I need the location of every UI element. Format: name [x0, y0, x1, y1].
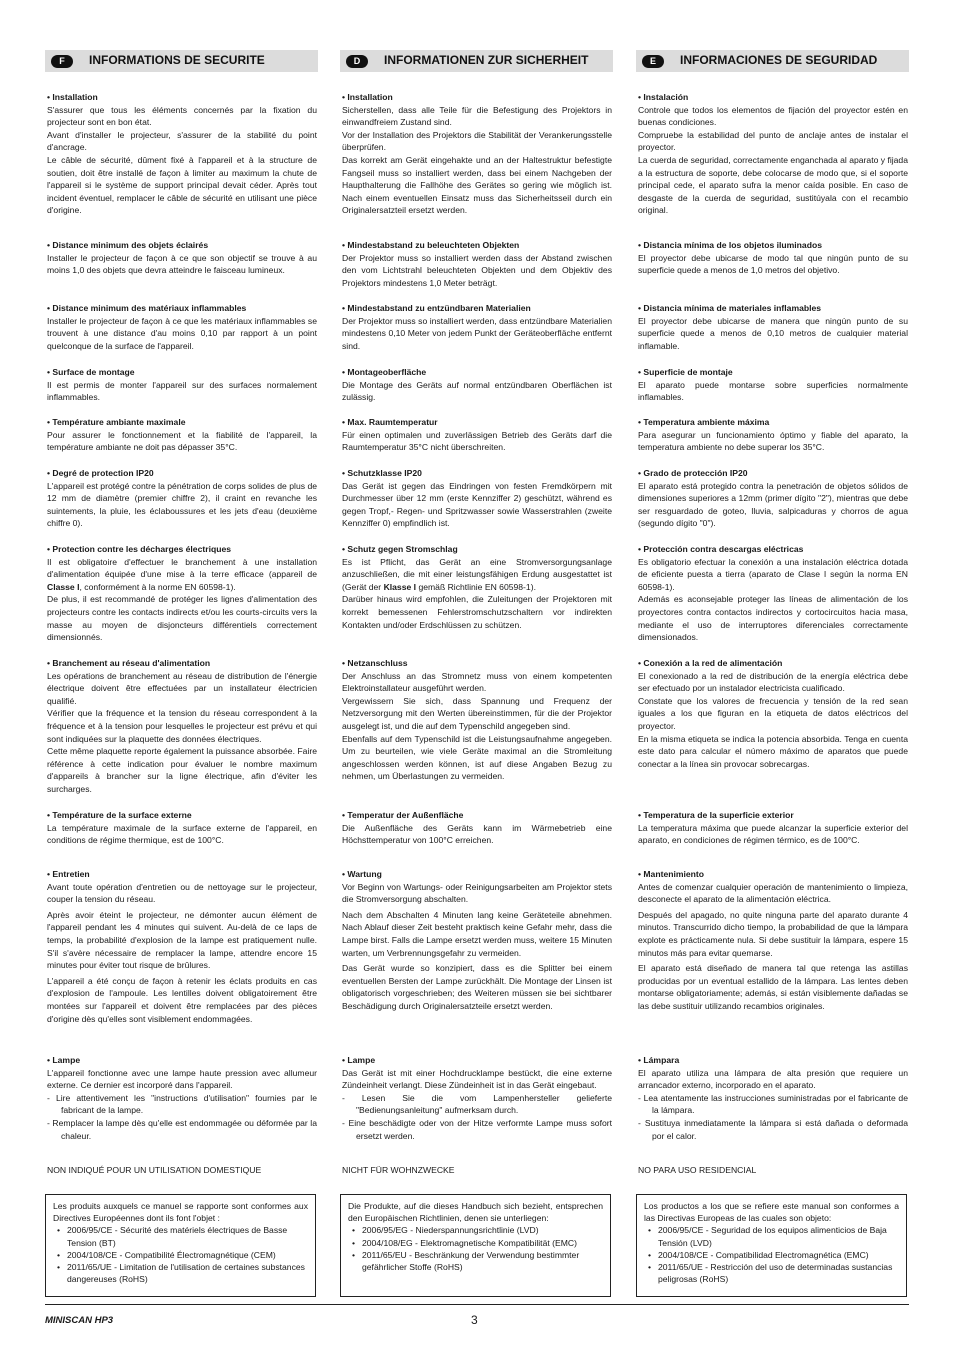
section-title: • Wartung — [342, 869, 382, 879]
safety-section-s11 — [342, 1054, 612, 1142]
safety-section-s4 — [638, 366, 908, 404]
paragraph: El aparato está diseñado de manera tal que retenga las astillas producidas por un eventual estallido de la lámpara. Las lentes deben montarse obligatoriamente; además, si están visiblemente dañadas se las debe sustituir utilizando recambios originales. — [638, 963, 908, 1011]
safety-section-s7 — [47, 543, 317, 644]
paragraph: El conexionado a la red de distribución de la energía eléctrica debe ser efectuado por un instalador electricista cualificado. — [638, 670, 908, 694]
section-title: • Temperatur der Außenfläche — [342, 810, 464, 820]
paragraph: Für einen optimalen und zuverlässigen Betrieb des Geräts darf die Raumtemperatur 35°C nicht überschreiten. — [342, 429, 612, 453]
section-title: • Mindestabstand zu beleuchteten Objekten — [342, 240, 520, 250]
section-title: • Grado de protección IP20 — [638, 468, 748, 478]
column-f — [45, 50, 318, 1300]
section-title: • Max. Raumtemperatur — [342, 417, 438, 427]
dash-item: - Eine beschädigte oder von der Hitze verformte Lampe muss sofort ersetzt werden. — [342, 1117, 612, 1141]
section-title: • Mindestabstand zu entzündbaren Materialien — [342, 303, 531, 313]
language-badge: F — [51, 55, 73, 68]
section-title: • Surface de montage — [47, 367, 135, 377]
safety-section-s6 — [342, 467, 612, 530]
safety-section-s4 — [342, 366, 612, 404]
column-d — [340, 50, 613, 1300]
paragraph: Vérifier que la fréquence et la tension du réseau correspondent à la fréquence et à la tension pour lesquelles le projecteur est prévu et qui sont indiquées sur la plaquette des données électriques. — [47, 708, 317, 744]
paragraph: El proyector debe ubicarse de manera que ningún punto de su superficie quede a menos de 0,10 metros de cualquier material inflamable. — [638, 315, 908, 351]
safety-section-s6 — [47, 467, 317, 530]
paragraph: Nach dem Abschalten 4 Minuten lang keine Geräteteile abnehmen. Nach Ablauf dieser Zeit besteht praktisch keine Gefahr mehr, dass die Lampe birst. Falls die Lampe ersetzt werden muss, weitere 15 Minuten warten, um Verbrennungsgefahr zu vermeiden. — [342, 909, 612, 958]
section-title: • Degré de protection IP20 — [47, 468, 154, 478]
compliance-intro: Les produits auxquels ce manuel se rapporte sont conformes aux Directives Européennes dont ils font l'objet : — [53, 1201, 308, 1224]
paragraph: La temperatura máxima que puede alcanzar la superficie exterior del aparato, en condiciones de régimen térmico, es de 100°C. — [638, 822, 908, 846]
paragraph: Sicherstellen, dass alle Teile für die Befestigung des Projektors in einwandfreiem Zustand sind. — [342, 104, 612, 128]
directive-item: • 2006/95/CE - Seguridad de los equipos alimenticios de Baja Tensión (LVD) — [658, 1224, 899, 1248]
safety-section-s2 — [638, 239, 908, 277]
paragraph: Pour assurer le fonctionnement et la fiabilité de l'appareil, la température ambiante ne doit pas dépasser 35°C. — [47, 429, 317, 453]
paragraph: Vor der Installation des Projektors die Stabilität der Verankerungsstelle überprüfen. — [342, 129, 612, 153]
directive-item: • 2004/108/CE - Compatibilité Électromagnétique (CEM) — [67, 1249, 308, 1261]
paragraph: Il est permis de monter l'appareil sur des surfaces normalement inflammables. — [47, 379, 317, 403]
compliance-box — [45, 1194, 316, 1297]
safety-section-s10 — [638, 868, 908, 1013]
paragraph: L'appareil a été conçu de façon à retenir les éclats produits en cas d'explosion de l'ampoule. Les lentilles doivent obligatoirement être montées sur l'appareil et doivent être remplacées par des pièces d'origine dès qu'elles sont visiblement endommagées. — [47, 975, 317, 1024]
directive-item: • 2004/108/CE - Compatibilidad Electromagnética (EMC) — [658, 1249, 899, 1261]
paragraph: Es obligatorio efectuar la conexión a una instalación eléctrica dotada de eficiente puesta a tierra (aparato de Clase I según la norma EN 60598-1). — [638, 556, 908, 592]
safety-section-s7 — [638, 543, 908, 644]
safety-section-s3 — [47, 302, 317, 352]
compliance-intro: Die Produkte, auf die dieses Handbuch sich bezieht, entsprechen den Europäischen Richtlinien, denen sie unterliegen: — [348, 1201, 603, 1224]
dash-item: - Lire attentivement les "instructions d'utilisation" fournies par le fabricant de la lampe. — [47, 1092, 317, 1116]
section-title: • Instalación — [638, 92, 689, 102]
section-title: • Branchement au réseau d'alimentation — [47, 658, 211, 668]
paragraph: Avant toute opération d'entretien ou de nettoyage sur le projecteur, couper la tension du réseau. — [47, 881, 317, 905]
paragraph: Ebenfalls auf dem Typenschild ist die Leistungsaufnahme angegeben. Um zu beurteilen, wie viele Geräte maximal an die Stromleitung angeschlossen werden können, ist auf diese Angaben Bezug zu nehmen, um Überlastungen zu vermeiden. — [342, 733, 612, 782]
paragraph: La cuerda de seguridad, correctamente enganchada al aparato y fijada a la estructura de soporte, debe colocarse de modo que, si el soporte principal cede, el aparato sufra la menor caída posible. En caso de desgaste de la cuerda de seguridad, sustitúyala con el recambio original. — [638, 154, 908, 216]
paragraph: Le câble de sécurité, dûment fixé à l'appareil et à la structure de soutien, doit être installé de façon à limiter au maximum la chute de l'appareil si le système de support principal devait céder. Après tout incident éventuel, remplacer le câble de sécurité en utilisant une pièce d'origine. — [47, 154, 317, 216]
directive-item: • 2006/95/EG - Niederspannungsrichtlinie (LVD) — [362, 1224, 603, 1236]
section-header — [45, 50, 318, 72]
footer-rule — [45, 1304, 909, 1305]
residential-notice: NON INDIQUÉ POUR UN UTILISATION DOMESTIQUE — [47, 1165, 262, 1175]
language-badge: E — [642, 55, 664, 68]
paragraph: Das Gerät ist gegen das Eindringen von festen Fremdkörpern mit Durchmesser über 12 mm (erste Kennziffer 2) geschützt, während es gegen Tropf,- Regen- und Spritzwasser sowie Wasserstrahlen (zweite Kennziffer 0) empfindlich ist. — [342, 480, 612, 529]
section-heading: INFORMATIONS DE SECURITE — [89, 53, 265, 67]
safety-section-s9 — [638, 809, 908, 847]
paragraph: Para asegurar un funcionamiento óptimo y fiable del aparato, la temperatura ambiente no debe superar los 35°C. — [638, 429, 908, 453]
safety-section-s4 — [47, 366, 317, 404]
paragraph: Antes de comenzar cualquier operación de mantenimiento o limpieza, desconecte el aparato de la alimentación eléctrica. — [638, 881, 908, 905]
paragraph: Der Anschluss an das Stromnetz muss von einem kompetenten Elektroinstallateur ausgeführt werden. — [342, 670, 612, 694]
section-title: • Distance minimum des objets éclairés — [47, 240, 209, 250]
safety-section-s11 — [638, 1054, 908, 1142]
paragraph: S'assurer que tous les éléments concernés par la fixation du projecteur sont en bon état. — [47, 104, 317, 128]
directive-item: • 2004/108/EG - Elektromagnetische Kompatibilität (EMC) — [362, 1237, 603, 1249]
safety-section-s11 — [47, 1054, 317, 1142]
paragraph: Controle que todos los elementos de fijación del proyector estén en buenas condiciones. — [638, 104, 908, 128]
safety-section-s5 — [342, 416, 612, 454]
safety-section-s3 — [342, 302, 612, 352]
paragraph: Compruebe la estabilidad del punto de anclaje antes de instalar el proyector. — [638, 129, 908, 153]
directive-item: • 2011/65/UE - Restricción del uso de determinadas sustancias peligrosas (RoHS) — [658, 1261, 899, 1285]
dash-item: - Lea atentamente las instrucciones suministradas por el fabricante de la lámpara. — [638, 1092, 908, 1116]
paragraph: De plus, il est recommandé de protéger les lignes d'alimentation des projecteurs contre les contacts indirects et/ou les courts-circuits vers la masse au moyen de disjoncteurs différentiels correctement dimensionnés. — [47, 594, 317, 643]
section-title: • Lámpara — [638, 1055, 680, 1065]
section-title: • Conexión a la red de alimentación — [638, 658, 783, 668]
section-title: • Distance minimum des matériaux inflammables — [47, 303, 247, 313]
section-title: • Protección contra descargas eléctricas — [638, 544, 804, 554]
paragraph: Der Projektor muss so installiert werden dass der Abstand zwischen den vom Lichtstrahl beleuchteten Objekten und dem Objektiv des Projektors mindestens 1,0 Meter beträgt. — [342, 252, 612, 288]
paragraph: Das korrekt am Gerät eingehakte und an der Haltestruktur befestigte Fangseil muss so installiert werden, dass bei einem Nachgeben der Haupthalterung die Fallhöhe des Gerätes so gering wie möglich ist. Nach einem eventuellen Einsatz muss das Sicherheitsseil durch ein Originalersatzteil ersetzt werden. — [342, 154, 612, 216]
paragraph: Das Gerät wurde so konzipiert, dass es die Splitter bei einem eventuellen Bersten der Lampe zurückhält. Die Montage der Linsen ist obligatorisch vorgeschrieben; des Weiteren müssen sie bei sichtbarer Beschädigung durch Originalersatzteile ersetzt werden. — [342, 963, 612, 1011]
paragraph: Es ist Pflicht, das Gerät an eine Stromversorgungsanlage anzuschließen, die mit einer leistungsfähigen Erdung ausgestattet ist (Gerät der Klasse I gemäß Richtlinie EN 60598-1). — [342, 556, 612, 592]
paragraph: Après avoir éteint le projecteur, ne démonter aucun élément de l'appareil pendant les 4 minutes qui suivent. Au-delà de ce laps de temps, la probabilité d'explosion de la lampe est pratiquement nulle. S'il s'avère nécessaire de remplacer la lampe, attendre encore 15 minutes pour éviter tout risque de brûlures. — [47, 909, 317, 971]
directive-item: • 2011/65/UE - Limitation de l'utilisation de certaines substances dangereuses (RoHS) — [67, 1261, 308, 1285]
safety-section-s9 — [47, 809, 317, 847]
compliance-intro: Los productos a los que se refiere este manual son conformes a las Directivas Europeas de las cuales son objeto: — [644, 1201, 899, 1224]
section-title: • Superficie de montaje — [638, 367, 733, 377]
model-name: MINISCAN HP3 — [45, 1315, 114, 1326]
section-title: • Temperatura ambiente máxima — [638, 417, 770, 427]
section-heading: INFORMACIONES DE SEGURIDAD — [680, 53, 878, 67]
paragraph: Installer le projecteur de façon à ce que son objectif se trouve à au moins 1,0 des objets que devra atteindre le faisceau lumineux. — [47, 252, 317, 276]
paragraph: L'appareil fonctionne avec une lampe haute pression avec allumeur externe. Ce dernier est incorporé dans l'appareil. — [47, 1067, 317, 1091]
residential-notice: NO PARA USO RESIDENCIAL — [638, 1165, 757, 1175]
paragraph: Constate que los valores de frecuencia y tensión de la red sean iguales a los que figuran en la etiqueta de datos eléctricos del proyector. — [638, 695, 908, 731]
column-e — [636, 50, 909, 1300]
paragraph: Vergewissern Sie sich, dass Spannung und Frequenz der Netzversorgung mit den Werten übereinstimmen, für die der Projektor ausgelegt ist, und die auf dem Typenschild angegeben sind. — [342, 695, 612, 731]
safety-section-s5 — [47, 416, 317, 454]
paragraph: El aparato puede montarse sobre superficies normalmente inflamables. — [638, 379, 908, 403]
paragraph: Cette même plaquette reporte également la puissance absorbée. Faire référence à cette indication pour évaluer le nombre maximum d'appareils à brancher sur la ligne électrique, afin d'éviter les surcharges. — [47, 746, 317, 794]
paragraph: El proyector debe ubicarse de modo tal que ningún punto de su superficie quede a menos de 1,0 metros del objetivo. — [638, 252, 908, 276]
safety-section-s8 — [47, 657, 317, 796]
safety-section-s1 — [47, 91, 317, 217]
section-title: • Protection contre les décharges électriques — [47, 544, 232, 554]
section-title: • Distancia mínima de los objetos iluminados — [638, 240, 822, 250]
paragraph: L'appareil est protégé contre la pénétration de corps solides de plus de 12 mm de diamètre (premier chiffre 2), il craint en revanche les suintements, la pluie, les éclaboussures et les jets d'eau (deuxième chiffre 0). — [47, 480, 317, 529]
safety-section-s3 — [638, 302, 908, 352]
paragraph: Der Projektor muss so installiert werden, dass entzündbare Materialien mindestens 0,10 Meter von jedem Punkt der Geräteoberfläche entfernt sind. — [342, 315, 612, 351]
paragraph: Avant d'installer le projecteur, s'assurer de la stabilité du point d'ancrage. — [47, 129, 317, 153]
language-badge: D — [346, 55, 368, 68]
paragraph: Además es aconsejable proteger las líneas de alimentación de los proyectores contra contactos indirectos y cortocircuitos hacia masa, mediante el uso de interruptores diferenciales correctamente dimensionados. — [638, 594, 908, 643]
safety-section-s8 — [638, 657, 908, 770]
safety-section-s2 — [47, 239, 317, 277]
section-header — [340, 50, 613, 72]
safety-section-s1 — [638, 91, 908, 217]
paragraph: Il est obligatoire d'effectuer le branchement à une installation d'alimentation équipée d'une mise à la terre efficace (appareil de Classe I, conformément à la norme EN 60598-1). — [47, 556, 317, 592]
paragraph: Die Außenfläche des Geräts kann im Wärmebetrieb eine Höchsttemperatur von 100°C erreichen. — [342, 822, 612, 846]
paragraph: Das Gerät ist mit einer Hochdrucklampe bestückt, die eine externe Zündeinheit verlangt. Diese Zündeinheit ist in das Gerät eingebaut. — [342, 1067, 612, 1091]
safety-section-s2 — [342, 239, 612, 289]
paragraph: La température maximale de la surface externe de l'appareil, en conditions de régime thermique, est de 100°C. — [47, 822, 317, 846]
safety-section-s5 — [638, 416, 908, 454]
section-title: • Mantenimiento — [638, 869, 705, 879]
directive-item: • 2011/65/EU - Beschränkung der Verwendung bestimmter gefährlicher Stoffe (RoHS) — [362, 1249, 603, 1273]
compliance-box — [340, 1194, 611, 1297]
dash-item: - Lesen Sie die vom Lampenhersteller gelieferte "Bedienungsanleitung" aufmerksam durch. — [342, 1092, 612, 1116]
section-title: • Température de la surface externe — [47, 810, 192, 820]
safety-section-s7 — [342, 543, 612, 631]
section-title: • Netzanschluss — [342, 658, 408, 668]
paragraph: Les opérations de branchement au réseau de distribution de l'énergie électrique doivent être effectuées par un installateur électricien qualifié. — [47, 670, 317, 706]
section-title: • Schutz gegen Stromschlag — [342, 544, 458, 554]
directive-item: • 2006/95/CE - Sécurité des matériels électriques de Basse Tension (BT) — [67, 1224, 308, 1248]
section-title: • Distancia mínima de materiales inflamables — [638, 303, 822, 313]
section-title: • Lampe — [47, 1055, 81, 1065]
safety-section-s10 — [342, 868, 612, 1013]
section-title: • Temperatura de la superficie exterior — [638, 810, 794, 820]
section-heading: INFORMATIONEN ZUR SICHERHEIT — [384, 53, 589, 67]
safety-section-s8 — [342, 657, 612, 783]
dash-item: - Sustituya inmediatamente la lámpara si está dañada o deformada por el calor. — [638, 1117, 908, 1141]
compliance-box — [636, 1194, 907, 1297]
safety-section-s1 — [342, 91, 612, 217]
section-title: • Installation — [47, 92, 98, 102]
paragraph: Darüber hinaus wird empfohlen, die Zuleitungen der Projektoren mit korrekt bemessenen Fehlerstromschutzschaltern vor indirekten Kontakten und/oder Erdschlüssen zu schützen. — [342, 594, 612, 630]
paragraph: El aparato utiliza una lámpara de alta presión que requiere un arrancador externo, incorporado en el aparato. — [638, 1067, 908, 1091]
safety-section-s9 — [342, 809, 612, 847]
paragraph: En la misma etiqueta se indica la potencia absorbida. Tenga en cuenta este dato para calcular el número máximo de aparatos que puede conectar a la línea sin provocar sobrecargas. — [638, 733, 908, 769]
paragraph: Vor Beginn von Wartungs- oder Reinigungsarbeiten am Projektor stets die Stromversorgung abschalten. — [342, 881, 612, 905]
paragraph: El aparato está protegido contra la penetración de objetos sólidos de dimensiones superiores a 12mm (primer dígito "2"), mientras que debe ser resguardado de goteo, lluvia, salpicaduras y chorros de agua (segundo dígito "0"). — [638, 480, 908, 529]
dash-item: - Remplacer la lampe dès qu'elle est endommagée ou déformée par la chaleur. — [47, 1117, 317, 1141]
paragraph: Die Montage des Geräts auf normal entzündbaren Oberflächen ist zulässig. — [342, 379, 612, 403]
section-title: • Schutzklasse IP20 — [342, 468, 422, 478]
paragraph: Después del apagado, no quite ninguna parte del aparato durante 4 minutos. Transcurrido dicho tiempo, la probabilidad de que la lámpara explote es prácticamente nula. Si debe sustituir la lámpara, espere 15 minutos más para evitar quemarse. — [638, 909, 908, 958]
section-title: • Lampe — [342, 1055, 376, 1065]
section-title: • Montageoberfläche — [342, 367, 427, 377]
section-header — [636, 50, 909, 72]
section-title: • Température ambiante maximale — [47, 417, 186, 427]
section-title: • Entretien — [47, 869, 90, 879]
section-title: • Installation — [342, 92, 393, 102]
safety-section-s6 — [638, 467, 908, 530]
residential-notice: NICHT FÜR WOHNZWECKE — [342, 1165, 455, 1175]
page-number: 3 — [471, 1313, 478, 1327]
paragraph: Installer le projecteur de façon à ce que les matériaux inflammables se trouvent à une distance d'au moins 0,10 par rapport à un point quelconque de la surface de l'appareil. — [47, 315, 317, 351]
safety-section-s10 — [47, 868, 317, 1025]
